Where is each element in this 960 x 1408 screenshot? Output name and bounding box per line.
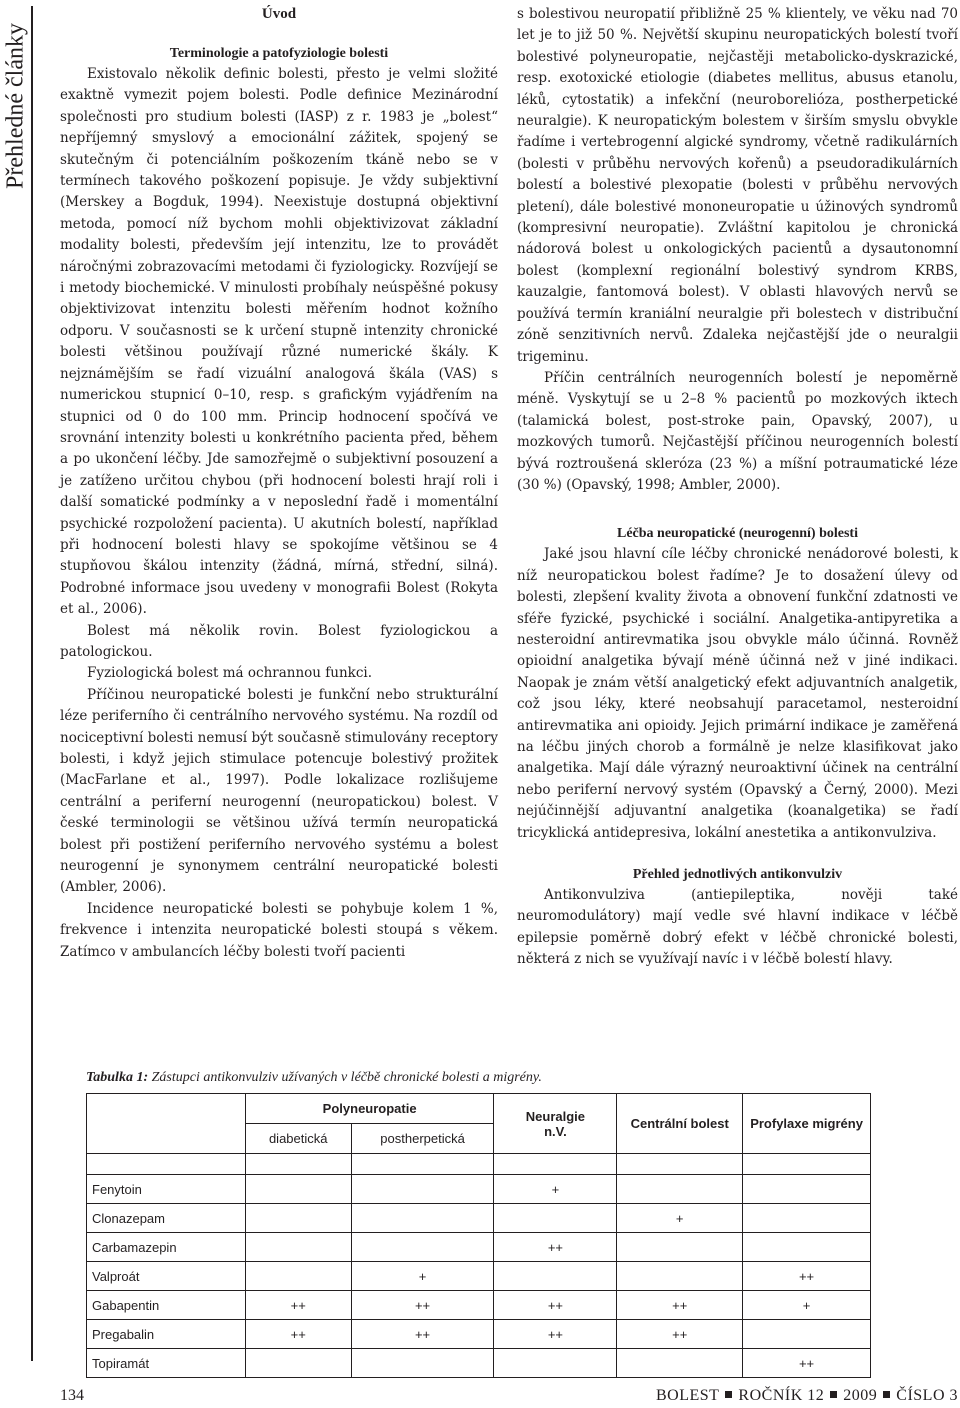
- journal-footer: [656, 1387, 958, 1405]
- right-column: [517, 4, 958, 971]
- paragraph: Incidence neuropatické bolesti se pohybuje kolem 1 %, frekvence i intenzita neuropatické bolesti stoupá s věkem. Zatímco v ambulancích léčby bolesti tvoří pacienti: [60, 900, 498, 960]
- heading-uvod: Úvod: [261, 6, 297, 22]
- header-central-pain: Centrální bolest: [617, 1094, 743, 1154]
- paragraph: Příčin centrálních neurogenních bolestí je nepoměrně méně. Vyskytují se u 2–8 % pacientů po mozkových iktech (talamická bolest, post-stroke pain, Opavský, 2007), u mozkových tumorů. Nejčastější příčinou neurogenních bolestí bývá roztroušená skleróza (23 %) a míšní potraumatické léze (30 %) (Opavský, 1998; Ambler, 2000).: [517, 369, 958, 493]
- table-row: Fenytoin +: [87, 1175, 871, 1204]
- anticonvulsant-table: [86, 1093, 871, 1378]
- table-row: Valproát + ++: [87, 1262, 871, 1291]
- paragraph: Jaké jsou hlavní cíle léčby chronické nenádorové bolesti, k níž neuropatickou bolest řadíme? Je to dosažení úlevy od bolesti, zlepšení kvality života a obnovení funkční zdatnosti ve sféře fyzické, psychické i sociální. Analgetika-antipyretika a nesteroidní antirevmatika jsou obvykle málo účinná. Rovněž opioidní analgetika bývají méně účinná než v jiné indikaci. Naopak je znám větší analgetický efekt adjuvantních analgetik, což jsou léky, které neobsahují paracetamol, nesteroidní antirevmatika ani opioidy. Jejich primární indikace je zaměřená na léčbu jiných chorob a formálně je nelze klasifikovat jako analgetika. Mají dále výrazný neuroaktivní účinek na centrální nebo periferní nervový systém (Opavský a Černý, 2000). Mezi nejúčinnější adjuvantní analgetika (koanalgetika) se řadí tricyklická antidepresiva, lokální anestetika a antikonvulziva.: [517, 546, 958, 841]
- table-caption-label: Tabulka 1:: [86, 1070, 149, 1085]
- left-column: [60, 4, 498, 963]
- separator-square-icon: [830, 1391, 837, 1398]
- table-row: Gabapentin ++ ++ ++ ++ +: [87, 1291, 871, 1320]
- paragraph: Příčinou neuropatické bolesti je funkční nebo strukturální léze periferního či centrálního nervového systému. Na rozdíl od nociceptivní bolesti nemusí být současně stimulovány receptory bolesti, i když jejich stimulace potencuje bolestivý prožitek (MacFarlane et al., 1997). Podle lokalizace rozlišujeme centrální a periferní neurogenní (neuropatickou) bolest. V české terminologii se většinou užívá termín neuropatická bolest při postižení periferního nervového systému a bolest neurogenní je synonymem centrální neuropatické bolesti (Ambler, 2006).: [60, 686, 498, 896]
- header-diabetic: diabetická: [245, 1124, 351, 1154]
- header-neuralgia: Neuralgie n.V.: [494, 1094, 617, 1154]
- paragraph: Antikonvulziva (antiepileptika, nověji také neuromodulátory) mají vedle své hlavní indikace v léčbě epilepsie poměrně dobrý efekt v léčbě chronické bolesti, některá z nich se využívají navíc i v léčbě bolestí hlavy.: [517, 887, 958, 968]
- table-header-row: [87, 1094, 871, 1124]
- table-caption: [86, 1070, 542, 1086]
- separator-square-icon: [725, 1391, 732, 1398]
- header-empty: [87, 1094, 246, 1154]
- journal-issue: ČÍSLO 3: [896, 1387, 958, 1404]
- journal-name: BOLEST: [655, 1387, 720, 1404]
- paragraph: Fyziologická bolest má ochrannou funkci.: [87, 665, 373, 682]
- table-row: Carbamazepin ++: [87, 1233, 871, 1262]
- table-row: Pregabalin ++ ++ ++ ++: [87, 1320, 871, 1349]
- separator-square-icon: [883, 1391, 890, 1398]
- header-migraine-prophylaxis: Profylaxe migrény: [743, 1094, 871, 1154]
- header-polyneuropathy: Polyneuropatie: [245, 1094, 494, 1124]
- heading-anticonvulsants: Přehled jednotlivých antikonvulziv: [632, 867, 843, 883]
- table-row: Topiramát ++: [87, 1349, 871, 1378]
- paragraph: s bolestivou neuropatií přibližně 25 % klientely, ve věku nad 70 let je to již 50 %. Největší skupinu neuropatických bolestí tvoří bolestivé polyneuropatie, nejčastěji metabolicko-dyskrazické, resp. exotoxické etiologie (diabetes mellitus, abusus etanolu, léků, cytostatik) a infekční (neuroborelióza, postherpetické neuralgie). K neuropatickým bolestem v širším smyslu obvykle řadíme i vertebrogenní algické syndromy, včetně radikulárních (bolesti v průběhu nervových kořenů) a pseudoradikulárních bolestí a bolestivé plexopatie (bolesti v průběhu nervových pletení), dále bolestivé mononeuropatie u úžinových syndromů (kompresivní neuropatie). Zvláštní kapitolou je chronická nádorová bolest u onkologických pacientů a dysautonomní bolest (komplexní regionální bolestivý syndrom KRBS, kauzalgie, fantomová bolest). V oblasti hlavových nervů se používá termín kraniální neuralgie při bolestech v distribuční zóně senzitivních nervů. Zdaleka nejčastější jde o neuralgii trigeminu.: [517, 6, 958, 365]
- paragraph: Existovalo několik definic bolesti, přesto je velmi složité exaktně vymezit pojem bolesti. Podle definice Mezinárodní společnosti pro studium bolesti (IASP) z r. 1983 je „bolest“ nepříjemný smyslový a emocionální zážitek, spojený se skutečným či potenciálním poškozením tkáně nebo se v termínech takového poškození popisuje. Je vždy subjektivní (Merskey a Bogduk, 1994). Neexistuje dostupná objektivní metoda, pomocí níž bychom mohli objektivizovat základní modality bolesti, především její intenzitu, lze to provádět náročnými zobrazovacími metodami či fyziologicky. Rozvíjejí se i metody biochemické. V minulosti probíhaly neúspěšné pokusy objektivizovat intenzitu bolesti měřením hodnot kožního odporu. V současnosti se k určení stupně intenzity chronické bolesti většinou používají různé numerické škály. K nejznámějším se řadí vizuální analogová škála (VAS) s numerickou stupnicí 0–10, resp. s grafickým vyjádřením na stupnici od 0 do 100 mm. Princip hodnocení spočívá ve srovnání intenzity bolesti u konkrétního pacienta před, během a po ukončení léčby. Jde samozřejmě o subjektivní posouzení a je zatíženo určitou chybou (při hodnocení bolesti hrají roli i další somatické podmínky a v neposlední řadě i momentální psychické rozpoložení pacienta). U akutních bolestí, například při hodnocení bolesti hlavy se spokojíme většinou se 4 stupňovou škálou intenzity (žádná, mírná, střední, silná). Podrobné informace jsou uvedeny v monografii Bolest (Rokyta et al., 2006).: [60, 66, 498, 618]
- table-row: Clonazepam +: [87, 1204, 871, 1233]
- journal-year: 2009: [843, 1387, 878, 1404]
- paragraph: Bolest má několik rovin. Bolest fyziologickou a patologickou.: [60, 622, 498, 660]
- subheading-terminology: Terminologie a patofyziologie bolesti: [169, 46, 389, 61]
- table-spacer-row: [87, 1154, 871, 1175]
- journal-volume: ROČNÍK 12: [738, 1387, 825, 1404]
- heading-treatment: Léčba neuropatické (neurogenní) bolesti: [617, 526, 858, 542]
- side-rule: [31, 6, 33, 1361]
- page-number: 134: [60, 1387, 84, 1404]
- table-caption-text: Zástupci antikonvulziv užívaných v léčbě chronické bolesti a migrény.: [148, 1070, 542, 1085]
- header-postherpetic: postherpetická: [351, 1124, 494, 1154]
- section-label-text: Přehledné články: [2, 23, 29, 189]
